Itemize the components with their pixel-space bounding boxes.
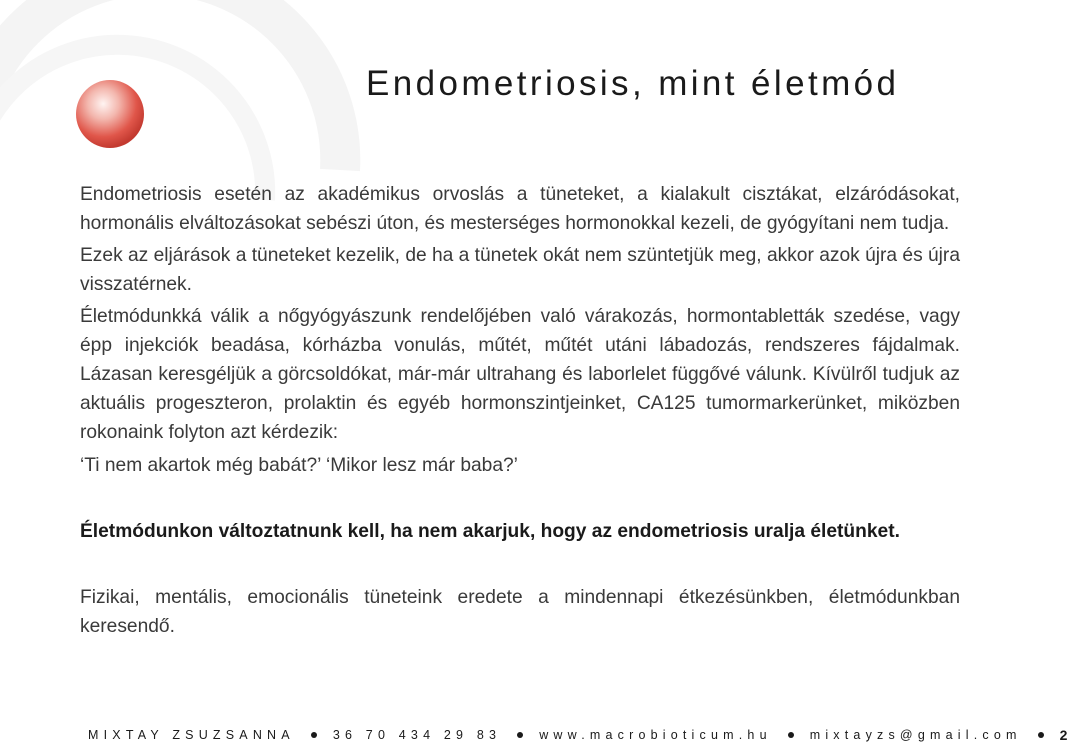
paragraph-lifestyle: Életmódunkká válik a nőgyógyászunk rendelőjében való várakozás, hormontabletták szedése, vagy épp injekciók beadása, kórházba vonulás, műtét, műtét utáni lábadozás, rendszeres fájdalmak. Lázasan keresgéljük a görcsoldókat, már-már ultrahang és laborlelet függővé válunk. Kívülről tudjuk az aktuális progeszteron, prolaktin és egyéb hormonszintjeinket, CA125 tumormarkerünket, miközben rokonaink folyton azt kérdezik: xyxy=(80,306,960,443)
bullet-dot-icon xyxy=(311,732,317,738)
emphasis-statement: Életmódunkon változtatnunk kell, ha nem akarjuk, hogy az endometriosis uralja életünket. xyxy=(80,521,900,542)
page-number: 2 xyxy=(1059,727,1067,743)
footer-bar xyxy=(88,727,1067,743)
footer-email[interactable]: mixtayzs@gmail.com xyxy=(809,728,1022,742)
red-ball-icon xyxy=(76,80,144,148)
paragraph-closing: Fizikai, mentális, emocionális tüneteink eredete a mindennapi étkezésünkben, életmódunkban keresendő. xyxy=(80,587,960,637)
footer-author: MIXTAY ZSUZSANNA xyxy=(88,728,295,742)
slide-body xyxy=(80,180,960,641)
footer-website[interactable]: www.macrobioticum.hu xyxy=(539,728,772,742)
quote-line: ‘Ti nem akartok még babát?’ ‘Mikor lesz már baba?’ xyxy=(80,455,518,476)
paragraph-treatment: Endometriosis esetén az akadémikus orvoslás a tüneteket, a kialakult cisztákat, elzáródásokat, hormonális elváltozásokat sebészi úton, és mesterséges hormonokkal kezeli, de gyógyítani nem tudja. xyxy=(80,184,960,234)
bullet-dot-icon xyxy=(1038,732,1044,738)
footer-phone: 36 70 434 29 83 xyxy=(332,728,502,742)
slide-title: Endometriosis, mint életmód xyxy=(366,64,900,103)
paragraph-recurrence: Ezek az eljárások a tüneteket kezelik, de ha a tünetek okát nem szüntetjük meg, akkor azok újra és újra visszatérnek. xyxy=(80,245,960,295)
bullet-dot-icon xyxy=(788,732,794,738)
bullet-dot-icon xyxy=(517,732,523,738)
